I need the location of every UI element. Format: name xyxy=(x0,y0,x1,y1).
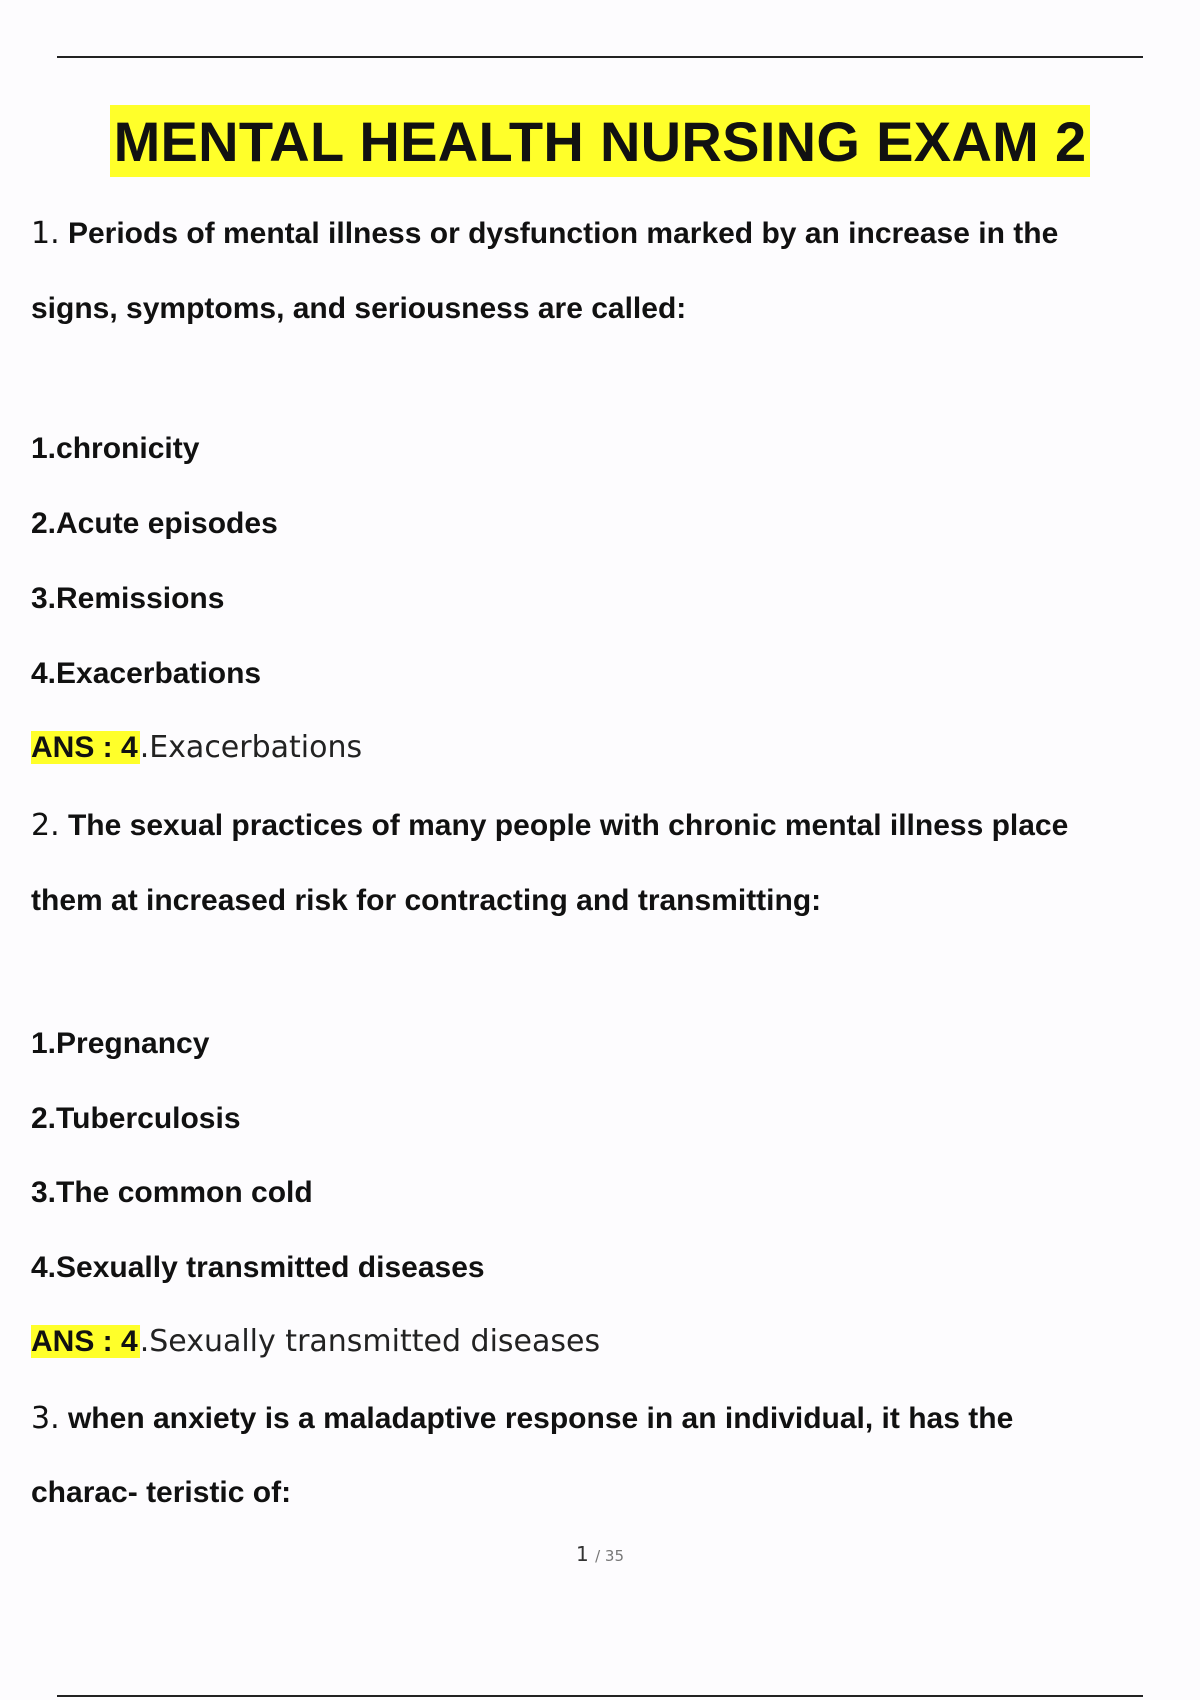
question-2-text-line-2: them at increased risk for contracting and transmitting: xyxy=(31,884,822,917)
page-number: 1 xyxy=(575,1542,589,1566)
question-1-option-1: 1.chronicity xyxy=(31,432,200,465)
question-2-option-1: 1.Pregnancy xyxy=(31,1027,210,1060)
question-2-text-line-1: The sexual practices of many people with chronic mental illness place xyxy=(67,809,1069,842)
question-2-line-1 xyxy=(31,807,1068,845)
question-1-number: 1. xyxy=(31,216,60,251)
page-total: / 35 xyxy=(595,1547,624,1565)
question-2-option-3: 3.The common cold xyxy=(31,1176,313,1209)
question-2-option-2: 2.Tuberculosis xyxy=(31,1102,241,1135)
question-1-option-3: 3.Remissions xyxy=(31,582,225,615)
top-rule xyxy=(57,56,1143,58)
question-1-answer-label: ANS : 4 xyxy=(31,731,138,764)
question-1-option-2: 2.Acute episodes xyxy=(31,507,278,540)
bottom-rule xyxy=(57,1695,1143,1697)
question-2-number: 2. xyxy=(31,808,60,843)
page-indicator xyxy=(0,1542,1200,1566)
question-3-text-line-1: when anxiety is a maladaptive response in an individual, it has the xyxy=(67,1402,1014,1435)
question-1-text-line-2: signs, symptoms, and seriousness are called: xyxy=(31,292,687,325)
question-1-answer xyxy=(31,729,362,767)
question-3-text-line-2: charac- teristic of: xyxy=(31,1476,292,1509)
question-1-text-line-1: Periods of mental illness or dysfunction marked by an increase in the xyxy=(67,217,1059,250)
question-2-option-4: 4.Sexually transmitted diseases xyxy=(31,1251,485,1284)
question-1-line-1 xyxy=(31,215,1058,253)
page-title: MENTAL HEALTH NURSING EXAM 2 xyxy=(110,105,1091,177)
question-2-answer xyxy=(31,1323,600,1361)
question-2-answer-label: ANS : 4 xyxy=(31,1325,138,1358)
question-1-option-4: 4.Exacerbations xyxy=(31,657,262,690)
title-container xyxy=(0,105,1200,177)
question-1-answer-text: .Exacerbations xyxy=(139,730,363,765)
question-3-line-1 xyxy=(31,1400,1013,1438)
question-3-number: 3. xyxy=(31,1401,60,1436)
question-2-answer-text: .Sexually transmitted diseases xyxy=(139,1324,601,1359)
